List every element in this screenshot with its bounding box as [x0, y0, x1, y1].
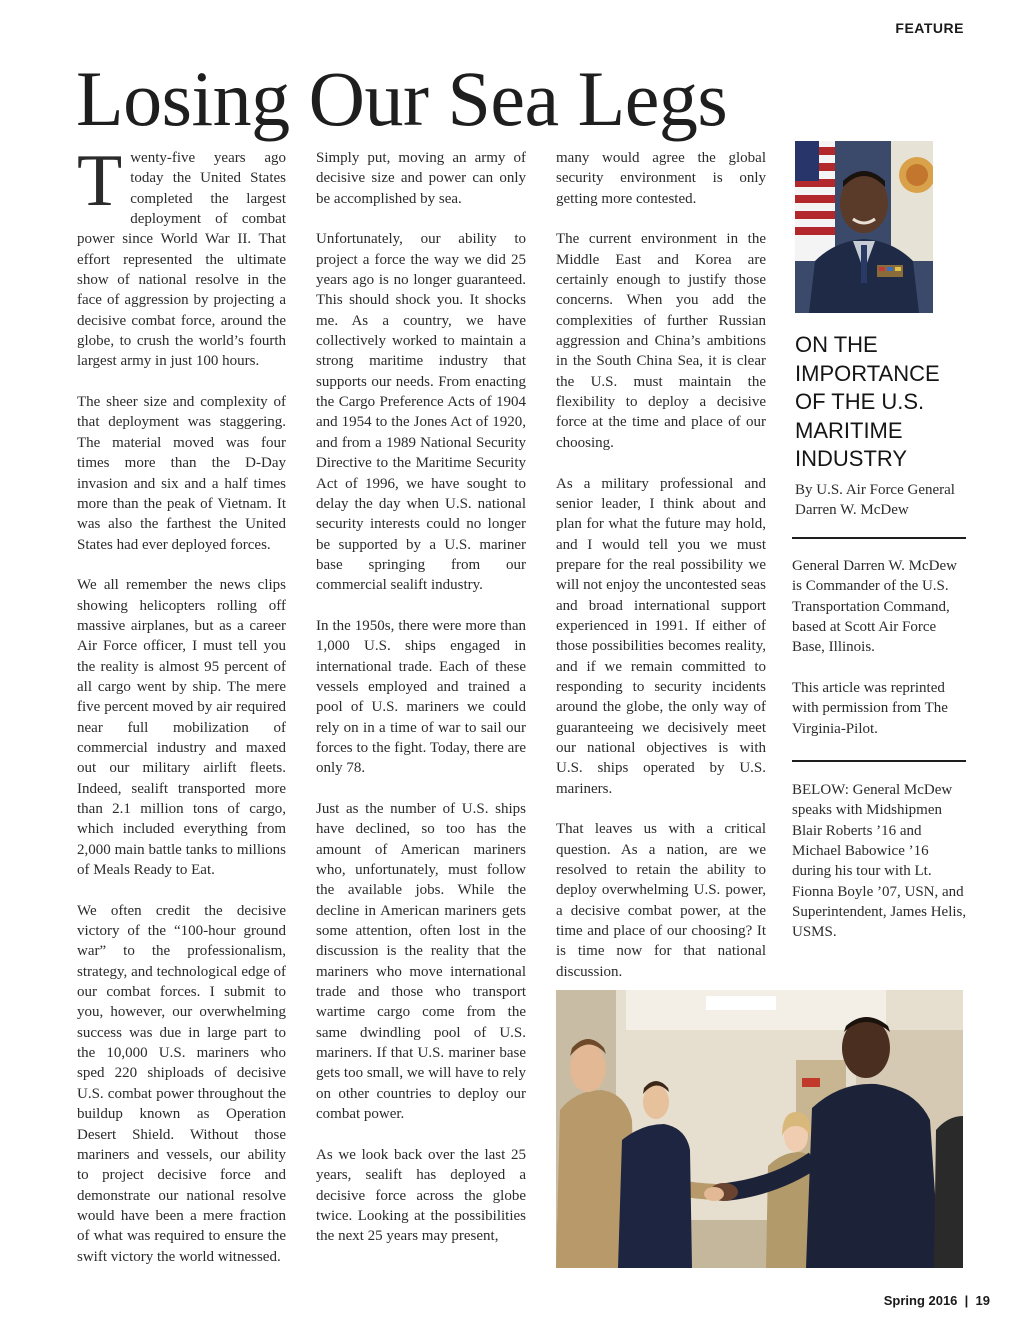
paragraph [77, 140, 286, 372]
sidebar-divider [792, 537, 966, 539]
paragraph: Just as the number of U.S. ships have declined, so too has the amount of American mariners who, unfortunately, must follow the available jobs. While the decline in American mariners gets some attention, often lost in the discussion is the reality that the mariners who move international trade and those who transport wartime cargo come from the same dwindling pool of U.S. mariners. If that U.S. mariner base gets too small, we will have to rely on other countries to deploy our combat power. [316, 801, 526, 1123]
sidebar-heading: ON THE IMPORTANCE OF THE U.S. MARITIME INDUSTRY [795, 332, 940, 471]
footer-separator: | [964, 1293, 969, 1308]
paragraph: We all remember the news clips showing helicopters rolling off massive airplanes, but as a career Air Force officer, I must tell you the reality is almost 95 percent of all cargo went by ship. The mere five percent moved by air required near full mobilization of commercial industry and maxed out our military airlift fleets. Indeed, sealift transported more than 2.1 million tons of cargo, which included everything from 2,000 main battle tanks to millions of Meals Ready to Eat. [77, 577, 286, 879]
portrait-illustration [795, 141, 933, 313]
handshake-illustration [556, 990, 963, 1268]
section-label: FEATURE [895, 20, 964, 36]
paragraph: Unfortunately, our ability to project a force the way we did 25 years ago is no longer guaranteed. This should shock you. It shocks me. As a country, we have collectively worked to maintain a strong maritime industry that supports our needs. From enacting the Cargo Preference Acts of 1904 and 1954 to the Jones Act of 1920, and from a 1989 National Security Directive to the Maritime Security Act of 1996, we have sought to delay the day when U.S. national security interests could no longer be supported by a U.S. mariner base springing from our commercial sealift industry. [316, 231, 526, 594]
photo-caption-block [792, 780, 968, 963]
article-title: Losing Our Sea Legs [76, 55, 728, 142]
paragraph: The sheer size and complexity of that deployment was staggering. The material moved was four times more than the D-Day invasion and six and a half times more than the peak of Vietnam. It was also the farthest the United States had ever deployed forces. [77, 394, 286, 553]
author-info [792, 556, 968, 759]
photo-caption: BELOW: General McDew speaks with Midshipmen Blair Roberts ’16 and Michael Babowice ’16 during his tour with Lt. Fionna Boyle ’07, USN, and Superintendent, James Helis, USMS. [792, 782, 967, 941]
paragraph: As a military professional and senior leader, I think about and plan for what the future may hold, and I would tell you we must prepare for the real possibility we will not enjoy the uncontested seas and broad international support experienced in 1991. If either of those possibilities becomes reality, and if we remain committed to responding to security incidents around the globe, the only way of guaranteeing we decisively meet our national objectives is with U.S. ships operated by U.S. mariners. [556, 475, 766, 797]
article-column-3 [556, 148, 766, 982]
paragraph: many would agree the global security environment is only getting more contested. [556, 150, 766, 207]
issue-label: Spring 2016 [883, 1293, 958, 1308]
paragraph: That leaves us with a critical question. As a nation, are we resolved to retain the ability to deploy overwhelming U.S. power, a decisive combat power, at the time and place of our choosing? It is time now for that national discussion. [556, 821, 766, 980]
paragraph: We often credit the decisive victory of the “100-hour ground war” to the professionalism, strategy, and technological edge of our combat forces. I submit to you, however, our overwhelming success was due in large part to the 10,000 U.S. mariners who sped 220 shiploads of decisive U.S. combat power throughout the buildup known as Operation Desert Shield. Without those mariners and vessels, our ability to project decisive force and demonstrate our national resolve would have been a mere fraction of what was required to ensure the swift victory the world witnessed. [77, 902, 286, 1265]
drop-cap: T [77, 140, 123, 222]
handshake-photo [556, 990, 963, 1268]
paragraph: In the 1950s, there were more than 1,000 U.S. ships engaged in international trade. Each of these vessels employed and trained a pool of U.S. mariners we could rely on in a time of war to sail our forces to the fight. Today, there are only 78. [316, 617, 526, 777]
paragraph: The current environment in the Middle East and Korea are certainly enough to justify those concerns. When you add the complexities of further Russian aggression and China’s ambitions in the South China Sea, it is clear the U.S. must maintain the flexibility to deploy a decisive force at the time and place of our choosing. [556, 231, 766, 451]
page-number: 19 [975, 1293, 990, 1308]
paragraph-text: wenty-five years ago today the United States completed the largest deployment of combat power since World War II. That effort represented the ultimate show of national resolve in the face of aggression by projecting a decisive combat force, around the globe, to crush the world’s fourth largest army in just 100 hours. [77, 150, 286, 370]
paragraph: Simply put, moving an army of decisive size and power can only be accomplished by sea. [316, 150, 526, 207]
article-column-1 [77, 140, 286, 1267]
general-portrait-photo [795, 141, 933, 313]
article-column-2 [316, 148, 526, 1247]
byline: By U.S. Air Force General Darren W. McDew [795, 482, 955, 519]
page-footer [884, 1293, 990, 1308]
paragraph: As we look back over the last 25 years, sealift has deployed a decisive force across the globe twice. Looking at the possibilities the next 25 years may present, [316, 1146, 526, 1245]
reprint-note: This article was reprinted with permission from The Virginia-Pilot. [792, 680, 948, 737]
sidebar-divider [792, 760, 966, 762]
author-bio: General Darren W. McDew is Commander of the U.S. Transportation Command, based at Scott Air Force Base, Illinois. [792, 558, 957, 656]
